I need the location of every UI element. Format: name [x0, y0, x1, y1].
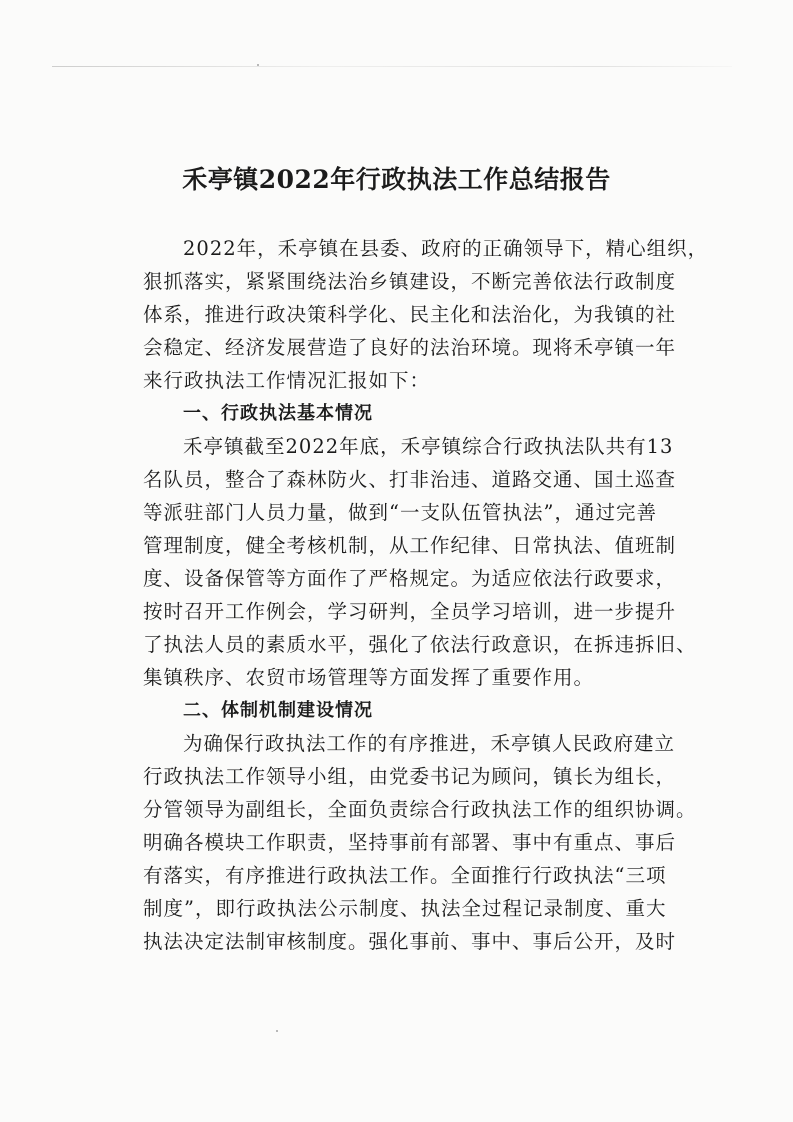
text-line: 等派驻部门人员力量，做到“一支队伍管执法”，通过完善: [143, 501, 657, 524]
document-title: 禾亭镇2022年行政执法工作总结报告: [182, 165, 611, 194]
text-line: 2022年，禾亭镇在县委、政府的正确领导下，精心组织，: [183, 237, 709, 260]
section-paragraph-basic: [143, 430, 697, 694]
intro-paragraph: [143, 232, 709, 397]
document-body: [143, 232, 709, 958]
text-line: 按时召开工作例会，学习研判，全员学习培训，进一步提升: [143, 600, 677, 623]
text-line: 来行政执法工作情况汇报如下：: [143, 369, 431, 392]
text-line: 禾亭镇截至2022年底，禾亭镇综合行政执法队共有13: [183, 435, 674, 458]
scan-edge-line: [52, 66, 732, 67]
text-line: 会稳定、经济发展营造了良好的法治环境。现将禾亭镇一年: [143, 336, 677, 359]
text-line: 集镇秩序、农贸市场管理等方面发挥了重要作用。: [143, 666, 595, 689]
text-line: 名队员，整合了森林防火、打非治违、道路交通、国土巡查: [143, 468, 677, 491]
text-line: 了执法人员的素质水平，强化了依法行政意识，在拆违拆旧、: [143, 633, 697, 656]
text-line: 有落实，有序推进行政执法工作。全面推行行政执法“三项: [143, 864, 667, 887]
text-line: 为确保行政执法工作的有序推进，禾亭镇人民政府建立: [183, 732, 676, 755]
text-line: 体系，推进行政决策科学化、民主化和法治化，为我镇的社: [143, 303, 677, 326]
scan-speck: [257, 64, 259, 66]
text-line: 管理制度，健全考核机制，从工作纪律、日常执法、值班制: [143, 534, 677, 557]
section-paragraph-mechanism: [143, 727, 697, 958]
text-line: 明确各模块工作职责，坚持事前有部署、事中有重点、事后: [143, 831, 677, 854]
text-line: 度、设备保管等方面作了严格规定。为适应依法行政要求，: [143, 567, 677, 590]
text-line: 分管领导为副组长，全面负责综合行政执法工作的组织协调。: [143, 798, 697, 821]
text-line: 行政执法工作领导小组，由党委书记为顾问，镇长为组长，: [143, 765, 677, 788]
text-line: 狠抓落实，紧紧围绕法治乡镇建设，不断完善依法行政制度: [143, 270, 677, 293]
text-line: 执法决定法制审核制度。强化事前、事中、事后公开，及时: [143, 930, 677, 953]
scan-speck: [276, 1030, 278, 1032]
text-line: 制度”，即行政执法公示制度、执法全过程记录制度、重大: [143, 897, 667, 920]
section-heading-basic: 一、行政执法基本情况: [183, 403, 373, 424]
section-heading-mechanism: 二、体制机制建设情况: [183, 700, 373, 721]
